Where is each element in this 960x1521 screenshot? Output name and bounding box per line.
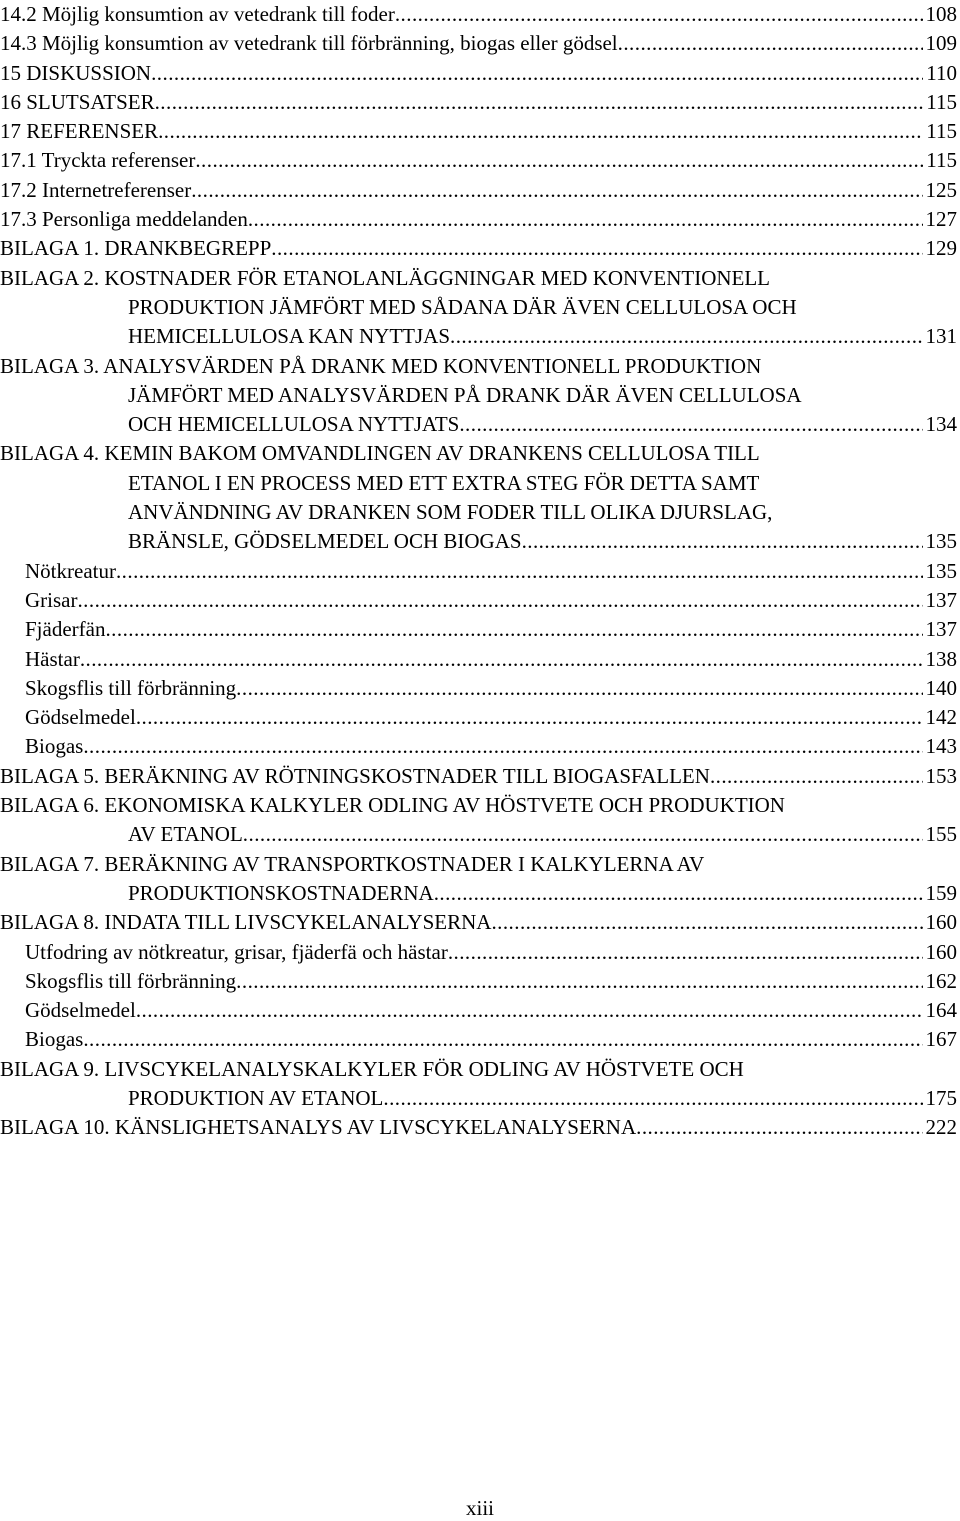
dot-leader	[395, 0, 923, 29]
toc-entry-title: Biogas	[25, 734, 84, 759]
toc-page-number: 159	[925, 880, 957, 905]
toc-entry-title: ETANOL I EN PROCESS MED ETT EXTRA STEG FÖR DETTA SAMT	[128, 470, 760, 495]
dot-leader	[136, 996, 923, 1025]
toc-entry[interactable]	[0, 908, 960, 937]
toc-entry-title: BILAGA 8. INDATA TILL LIVSCYKELANALYSERNA	[0, 910, 492, 935]
toc-line	[0, 1055, 960, 1084]
toc-line	[0, 0, 960, 29]
dot-leader	[459, 410, 922, 439]
dot-leader	[83, 732, 922, 761]
dot-leader	[271, 234, 922, 263]
dot-leader	[105, 615, 922, 644]
toc-page-number: 167	[925, 1027, 957, 1052]
toc-entry[interactable]	[0, 1113, 960, 1142]
toc-entry-title: 14.3 Möjlig konsumtion av vetedrank till förbränning, biogas eller gödsel	[0, 31, 618, 56]
dot-leader	[151, 59, 923, 88]
toc-subentry[interactable]	[0, 645, 960, 674]
toc-entry-title: BRÄNSLE, GÖDSELMEDEL OCH BIOGAS	[128, 529, 522, 554]
toc-line	[0, 469, 960, 498]
toc-line	[0, 732, 960, 761]
toc-page-number: 162	[925, 968, 957, 993]
toc-entry[interactable]	[0, 762, 960, 791]
toc-entry-title: BILAGA 7. BERÄKNING AV TRANSPORTKOSTNADER I KALKYLERNA AV	[0, 851, 705, 876]
toc-entry-title: 17.3 Personliga meddelanden	[0, 207, 248, 232]
toc-entry[interactable]	[0, 352, 960, 440]
dot-leader	[77, 586, 922, 615]
dot-leader	[191, 176, 922, 205]
toc-page-number: 134	[925, 412, 957, 437]
toc-line	[0, 762, 960, 791]
toc-entry-title: BILAGA 9. LIVSCYKELANALYSKALKYLER FÖR ODLING AV HÖSTVETE OCH	[0, 1056, 744, 1081]
toc-line	[0, 557, 960, 586]
dot-leader	[236, 967, 922, 996]
toc-line	[0, 234, 960, 263]
dot-leader	[618, 29, 923, 58]
toc-entry[interactable]	[0, 59, 960, 88]
toc-line	[0, 996, 960, 1025]
toc-entry[interactable]	[0, 117, 960, 146]
toc-page-number: 153	[925, 763, 957, 788]
toc-page-number: 115	[926, 89, 957, 114]
toc-line	[0, 1084, 960, 1113]
toc-subentry[interactable]	[0, 674, 960, 703]
toc-page-number: 135	[925, 529, 957, 554]
toc-entry-title: Gödselmedel	[25, 998, 136, 1023]
toc-entry-title: BILAGA 10. KÄNSLIGHETSANALYS AV LIVSCYKELANALYSERNA	[0, 1115, 637, 1140]
toc-entry-title: BILAGA 5. BERÄKNING AV RÖTNINGSKOSTNADER TILL BIOGASFALLEN	[0, 763, 710, 788]
toc-entry[interactable]	[0, 234, 960, 263]
toc-entry-title: BILAGA 6. EKONOMISKA KALKYLER ODLING AV HÖSTVETE OCH PRODUKTION	[0, 793, 785, 818]
toc-page-number: 109	[925, 31, 957, 56]
toc-entry-title: PRODUKTION AV ETANOL	[128, 1085, 384, 1110]
toc-entry-title: BILAGA 2. KOSTNADER FÖR ETANOLANLÄGGNINGAR MED KONVENTIONELL	[0, 265, 771, 290]
toc-entry[interactable]	[0, 29, 960, 58]
toc-entry-title: Grisar	[25, 587, 78, 612]
dot-leader	[136, 703, 923, 732]
toc-page-number: 110	[926, 60, 957, 85]
toc-line	[0, 352, 960, 381]
toc-entry[interactable]	[0, 205, 960, 234]
toc-entry-title: Skogsflis till förbränning	[25, 968, 237, 993]
toc-entry-title: Gödselmedel	[25, 705, 136, 730]
toc-entry-title: AV ETANOL	[128, 822, 243, 847]
toc-page-number: 108	[925, 2, 957, 26]
toc-entry-title: Skogsflis till förbränning	[25, 675, 237, 700]
toc-line	[0, 410, 960, 439]
toc-line	[0, 967, 960, 996]
dot-leader	[636, 1113, 922, 1142]
dot-leader	[383, 1084, 922, 1113]
toc-page-number: 138	[925, 646, 957, 671]
toc-page-number: 175	[925, 1085, 957, 1110]
toc-entry-title: 17.1 Tryckta referenser	[0, 148, 196, 173]
toc-entry-title: Nötkreatur	[25, 558, 116, 583]
toc-page-number: 164	[925, 998, 957, 1023]
toc-entry[interactable]	[0, 791, 960, 850]
toc-entry-title: BILAGA 4. KEMIN BAKOM OMVANDLINGEN AV DRANKENS CELLULOSA TILL	[0, 441, 760, 466]
toc-entry[interactable]	[0, 850, 960, 909]
toc-subentry[interactable]	[0, 615, 960, 644]
toc-subentry[interactable]	[0, 557, 960, 586]
toc-line	[0, 938, 960, 967]
toc-subentry[interactable]	[0, 703, 960, 732]
toc-line	[0, 527, 960, 556]
toc-line	[0, 820, 960, 849]
toc-line	[0, 205, 960, 234]
toc-entry[interactable]	[0, 439, 960, 556]
toc-entry-title: BILAGA 3. ANALYSVÄRDEN PÅ DRANK MED KONVENTIONELL PRODUKTION	[0, 353, 762, 378]
toc-line	[0, 645, 960, 674]
dot-leader	[80, 645, 923, 674]
toc-line	[0, 293, 960, 322]
toc-line	[0, 908, 960, 937]
toc-page-number: 143	[925, 734, 957, 759]
dot-leader	[243, 820, 923, 849]
dot-leader	[116, 557, 923, 586]
toc-subentry[interactable]	[0, 938, 960, 967]
toc-line	[0, 381, 960, 410]
toc-line	[0, 322, 960, 351]
toc-page-number: 131	[925, 324, 957, 349]
toc-subentry[interactable]	[0, 732, 960, 761]
toc-line	[0, 586, 960, 615]
toc-entry-title: PRODUKTIONSKOSTNADERNA	[128, 880, 434, 905]
toc-line	[0, 1025, 960, 1054]
toc-page-number: 127	[925, 207, 957, 232]
toc-entry[interactable]	[0, 1055, 960, 1114]
toc-line	[0, 703, 960, 732]
toc-subentry[interactable]	[0, 996, 960, 1025]
toc-entry-title: 16 SLUTSATSER	[0, 89, 155, 114]
toc-line	[0, 615, 960, 644]
toc-line	[0, 176, 960, 205]
toc-entry-title: PRODUKTION JÄMFÖRT MED SÅDANA DÄR ÄVEN CELLULOSA OCH	[128, 294, 797, 319]
toc-entry-title: 14.2 Möjlig konsumtion av vetedrank till foder	[0, 2, 395, 26]
dot-leader	[195, 146, 923, 175]
dot-leader	[236, 674, 922, 703]
toc-line	[0, 264, 960, 293]
toc-entry-title: JÄMFÖRT MED ANALYSVÄRDEN PÅ DRANK DÄR ÄVEN CELLULOSA	[128, 382, 802, 407]
toc-entry-title: Biogas	[25, 1027, 84, 1052]
page-number: xiii	[465, 1496, 494, 1520]
toc-page-number: 155	[925, 822, 957, 847]
toc-entry[interactable]	[0, 176, 960, 205]
toc-page-number: 140	[925, 675, 957, 700]
toc-entry-title: Fjäderfän	[25, 617, 106, 642]
toc-page-number: 160	[925, 910, 957, 935]
toc-line	[0, 791, 960, 820]
toc-line	[0, 29, 960, 58]
toc-subentry[interactable]	[0, 967, 960, 996]
toc-line	[0, 498, 960, 527]
toc-subentry[interactable]	[0, 1025, 960, 1054]
dot-leader	[710, 762, 923, 791]
toc-page-number: 137	[925, 617, 957, 642]
toc-entry-title: 17 REFERENSER	[0, 119, 159, 144]
toc-line	[0, 879, 960, 908]
toc-entry-title: 17.2 Internetreferenser	[0, 177, 192, 202]
toc-page-number: 115	[926, 148, 957, 173]
toc-entry[interactable]	[0, 146, 960, 175]
toc-entry-title: BILAGA 1. DRANKBEGREPP	[0, 236, 272, 261]
dot-leader	[491, 908, 922, 937]
toc-page-number: 222	[925, 1115, 957, 1140]
dot-leader	[155, 88, 924, 117]
toc-line	[0, 1113, 960, 1142]
dot-leader	[448, 938, 923, 967]
toc-entry-title: HEMICELLULOSA KAN NYTTJAS	[128, 324, 450, 349]
toc-entry[interactable]	[0, 264, 960, 352]
toc-line	[0, 674, 960, 703]
toc-entry[interactable]	[0, 0, 960, 29]
toc-page-number: 135	[925, 558, 957, 583]
dot-leader	[522, 527, 923, 556]
toc-line	[0, 439, 960, 468]
toc-page-number: 137	[925, 587, 957, 612]
toc-entry-title: Hästar	[25, 646, 80, 671]
dot-leader	[450, 322, 923, 351]
toc-line	[0, 850, 960, 879]
toc-line	[0, 146, 960, 175]
toc-entry[interactable]	[0, 88, 960, 117]
toc-page-number: 160	[925, 939, 957, 964]
toc-entry-title: Utfodring av nötkreatur, grisar, fjäderfä och hästar	[25, 939, 448, 964]
dot-leader	[248, 205, 923, 234]
dot-leader	[83, 1025, 922, 1054]
toc-page-number: 115	[926, 119, 957, 144]
dot-leader	[434, 879, 923, 908]
toc-entry-title: 15 DISKUSSION	[0, 60, 152, 85]
toc-page-number: 125	[925, 177, 957, 202]
dot-leader	[158, 117, 923, 146]
toc-page-number: 142	[925, 705, 957, 730]
toc-line	[0, 88, 960, 117]
toc-page-number: 129	[925, 236, 957, 261]
toc-line	[0, 59, 960, 88]
toc-subentry[interactable]	[0, 586, 960, 615]
toc-line	[0, 117, 960, 146]
toc-entry-title: ANVÄNDNING AV DRANKEN SOM FODER TILL OLIKA DJURSLAG,	[128, 500, 773, 525]
toc-entry-title: OCH HEMICELLULOSA NYTTJATS	[128, 412, 460, 437]
